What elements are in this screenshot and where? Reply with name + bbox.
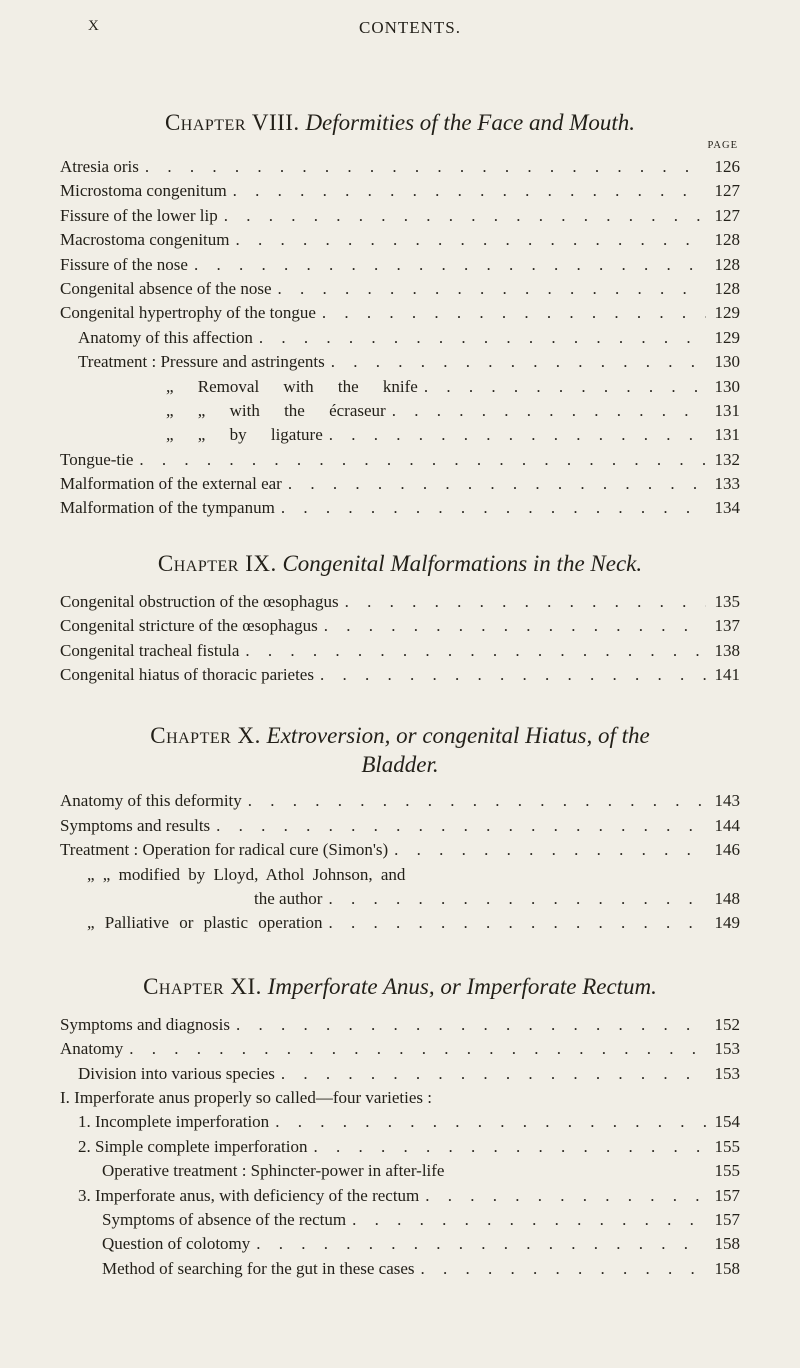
toc-entry [60,1086,740,1110]
toc-entry [60,448,740,472]
chapter-subtitle-continued: Bladder. [361,752,439,778]
toc-entry [60,1232,740,1256]
leader-dots [230,228,707,252]
toc-entry [60,639,740,663]
entry-page: 153 [714,1039,740,1059]
entry-title: Treatment : Operation for radical cure (Simon's) [60,840,389,860]
entry-title: „ „ by ligature [166,425,323,445]
leader-dots [218,204,706,228]
contents-body [60,108,740,1308]
chapter-xi [60,972,740,1281]
leader-dots [316,301,706,325]
entry-page: 157 [714,1185,740,1205]
chapter-label: Chapter IX. [157,550,277,576]
leader-dots [272,277,707,301]
leader-dots [388,838,706,862]
page-title: CONTENTS. [358,18,462,37]
leader-dots [386,399,706,423]
entry-page: 141 [714,665,740,685]
leader-dots [269,1110,706,1134]
leader-dots [210,814,706,838]
entry-title: Atresia oris [60,157,139,176]
entry-page: 155 [714,1161,740,1181]
entry-page: 127 [714,181,740,201]
entry-title: Anatomy of this affection [78,327,253,347]
toc-entry [60,911,740,935]
entry-title: Division into various species [78,1063,275,1083]
toc-entry [60,887,740,911]
entry-page: 130 [714,376,740,396]
entry-title: I. Imperforate anus properly so called—four varieties : [60,1087,432,1107]
leader-dots [418,375,706,399]
toc-entry [60,789,740,813]
chapter-x [60,721,740,935]
chapter-label: Chapter VIII. [164,110,300,135]
entry-page: 128 [714,254,740,274]
entry-title: the author [254,888,323,908]
entry-page: 146 [714,840,740,860]
toc-entry [60,1062,740,1086]
entry-page: 133 [714,474,740,494]
entry-title: Microstoma congenitum [60,181,227,201]
leader-dots [419,1184,706,1208]
entry-page: 135 [714,591,740,611]
leader-dots [314,663,706,687]
entry-title: Anatomy [60,1039,124,1059]
toc-entry [60,814,740,838]
leader-dots [325,350,706,374]
entry-list [60,155,740,521]
toc-entry [60,614,740,638]
entry-title: „ Palliative or plastic operation [87,913,323,933]
toc-entry [60,301,740,325]
entry-page: 131 [714,425,740,445]
entry-title: Malformation of the external ear [60,474,282,494]
entry-title: Congenital obstruction of the œsophagus [60,591,339,611]
entry-page: 137 [714,616,740,636]
entry-title: Question of colotomy [102,1234,251,1254]
toc-entry [60,228,740,252]
leader-dots [323,423,706,447]
leader-dots [307,1135,706,1159]
chapter-subtitle: Deformities of the Face and Mouth. [305,110,636,135]
chapter-subtitle: Imperforate Anus, or Imperforate Rectum. [267,973,657,999]
leader-dots [415,1257,706,1281]
entry-title: Macrostoma congenitum [60,230,230,250]
entry-title: Symptoms and diagnosis [60,1014,231,1034]
entry-list [60,1013,740,1281]
entry-list [60,789,740,935]
toc-entry [60,1159,740,1183]
toc-entry [60,423,740,447]
entry-title: „ „ modified by Lloyd, Athol Johnson, and [87,864,406,884]
toc-entry [60,179,740,203]
entry-page: 158 [714,1258,740,1278]
entry-page: 130 [714,352,740,372]
chapter-viii [60,108,740,521]
entry-page: 154 [714,1112,740,1132]
leader-dots [323,911,707,935]
leader-dots [239,639,706,663]
chapter-ix [60,549,740,688]
entry-title: „ Removal with the knife [166,376,418,396]
toc-entry [60,277,740,301]
toc-entry [60,1184,740,1208]
entry-page: 132 [714,449,740,469]
entry-page: 149 [714,913,740,933]
toc-entry [60,1257,740,1281]
entry-title: Congenital hiatus of thoracic parietes [60,665,314,685]
entry-title: Congenital absence of the nose [60,278,272,298]
toc-entry [60,1110,740,1134]
chapter-heading [60,972,740,1001]
leader-dots [339,590,706,614]
toc-entry [60,399,740,423]
entry-page: 128 [714,278,740,298]
toc-entry [60,204,740,228]
entry-page: 144 [714,815,740,835]
chapter-label: Chapter XI. [143,973,262,999]
toc-entry [60,350,740,374]
entry-title: 2. Simple complete imperforation [78,1136,308,1156]
leader-dots [275,1062,706,1086]
entry-title: 1. Incomplete imperforation [78,1112,270,1132]
entry-list [60,590,740,688]
running-head [60,18,760,38]
entry-title: Treatment : Pressure and astringents [78,352,325,372]
page-column-label: PAGE [707,140,738,151]
entry-title: Malformation of the tympanum [60,498,275,518]
entry-page: 129 [714,327,740,347]
entry-page: 128 [714,230,740,250]
entry-title: Fissure of the lower lip [60,205,218,225]
leader-dots [318,614,706,638]
leader-dots [242,789,706,813]
entry-title: Symptoms and results [60,815,211,835]
entry-title: Congenital tracheal fistula [60,640,240,660]
entry-page: 131 [714,400,740,420]
toc-entry [60,1135,740,1159]
leader-dots [282,472,706,496]
toc-entry [60,1208,740,1232]
leader-dots [188,253,706,277]
leader-dots [230,1013,706,1037]
chapter-heading [60,549,740,578]
entry-title: Anatomy of this deformity [60,791,242,811]
toc-entry [60,1037,740,1061]
toc-entry [60,1013,740,1037]
entry-page: 158 [714,1234,740,1254]
toc-entry [60,375,740,399]
leader-dots [250,1232,706,1256]
entry-page: 134 [714,498,740,518]
chapter-subtitle: Extroversion, or congenital Hiatus, of the [266,723,650,749]
entry-page: 129 [714,303,740,323]
leader-dots [275,496,706,520]
toc-entry [60,472,740,496]
entry-page: 153 [714,1063,740,1083]
entry-page: 126 [714,157,740,176]
entry-title: Congenital stricture of the œsophagus [60,616,318,636]
entry-title: 3. Imperforate anus, with deficiency of the rectum [78,1185,420,1205]
entry-title: Method of searching for the gut in these cases [102,1258,415,1278]
entry-page: 155 [714,1136,740,1156]
chapter-heading [60,721,740,779]
entry-title: Operative treatment : Sphincter-power in after-life [102,1161,445,1181]
chapter-subtitle: Congenital Malformations in the Neck. [282,550,643,576]
toc-entry [60,496,740,520]
entry-title: Congenital hypertrophy of the tongue [60,303,316,323]
entry-page: 127 [714,205,740,225]
entry-title: Tongue-tie [60,449,134,469]
toc-entry [60,590,740,614]
entry-page: 157 [714,1209,740,1229]
leader-dots [133,448,706,472]
entry-page: 152 [714,1014,740,1034]
entry-page: 148 [714,888,740,908]
toc-entry [60,863,740,887]
entry-page: 138 [714,640,740,660]
toc-entry [60,838,740,862]
chapter-label: Chapter X. [150,723,261,749]
leader-dots [253,326,706,350]
chapter-heading [60,108,740,137]
toc-entry [60,663,740,687]
page-number: X [88,18,100,34]
leader-dots [123,1037,706,1061]
leader-dots [346,1208,706,1232]
entry-page: 143 [714,791,740,811]
entry-title: „ „ with the écraseur [166,400,386,420]
leader-dots [139,155,706,179]
leader-dots [322,887,706,911]
toc-entry [60,326,740,350]
toc-entry [60,155,740,179]
entry-title: Fissure of the nose [60,254,188,274]
toc-entry [60,253,740,277]
entry-title: Symptoms of absence of the rectum [102,1209,347,1229]
leader-dots [227,179,706,203]
